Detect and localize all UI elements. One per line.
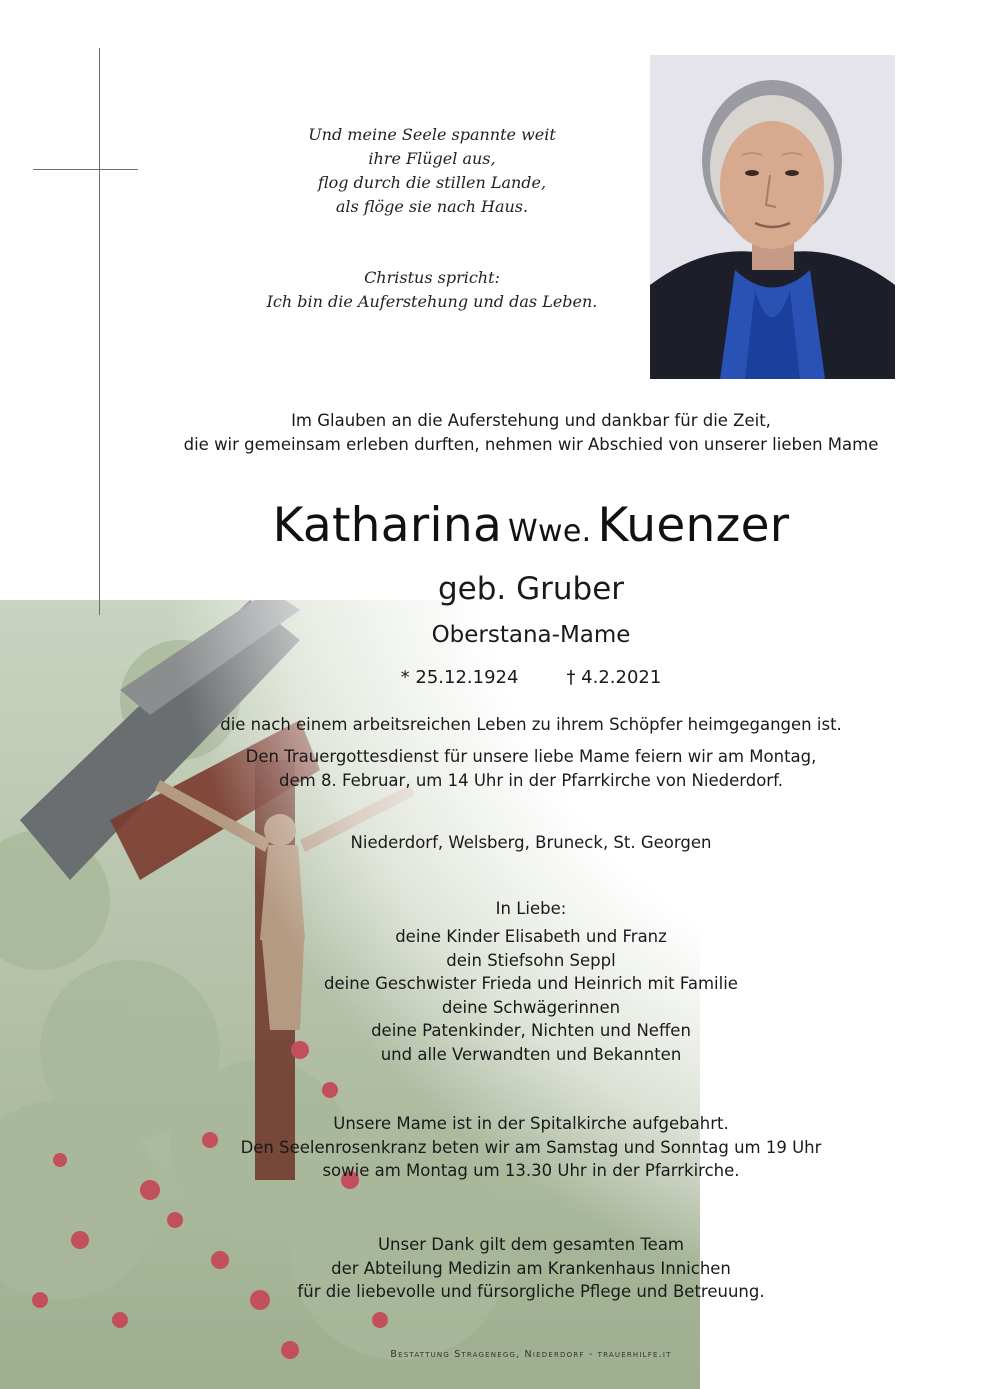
thanks-line: der Abteilung Medizin am Krankenhaus Innichen — [331, 1258, 731, 1278]
passing-text: die nach einem arbeitsreichen Leben zu ihrem Schöpfer heimgegangen ist. — [220, 715, 842, 734]
nickname: Oberstana-Mame — [431, 622, 631, 648]
mourner-item: deine Schwägerinnen — [441, 997, 621, 1017]
cross-horizontal-line — [33, 169, 138, 170]
quote-line: Ich bin die Auferstehung und das Leben. — [266, 292, 598, 311]
poem-verse — [232, 123, 632, 219]
life-dates — [100, 664, 962, 692]
mourner-item: deine Kinder Elisabeth und Franz — [395, 927, 667, 946]
funeral-home-footer: Bestattung Stragenegg, Niederdorf - trauerhilfe.it — [390, 1349, 672, 1360]
thanks-line: Unser Dank gilt dem gesamten Team — [377, 1235, 685, 1254]
mourner-item: deine Patenkinder, Nichten und Neffen — [371, 1021, 691, 1040]
death-date: † 4.2.2021 — [566, 667, 662, 688]
bible-quote — [232, 266, 632, 314]
arrangements-text — [100, 1112, 962, 1183]
arrangement-line: Den Seelenrosenkranz beten wir am Samstag und Sonntag um 19 Uhr — [240, 1137, 822, 1157]
places: Niederdorf, Welsberg, Bruneck, St. Georgen — [350, 833, 712, 852]
portrait-photo — [650, 55, 895, 379]
thanks-line: für die liebevolle und fürsorgliche Pflege und Betreuung. — [297, 1282, 765, 1301]
verse-line: ihre Flügel aus, — [368, 149, 496, 168]
mourners-list — [100, 925, 962, 1066]
widow-title: Wwe. — [508, 514, 592, 549]
love-heading: In Liebe: — [495, 899, 567, 918]
arrangement-line: Unsere Mame ist in der Spitalkirche aufgebahrt. — [333, 1114, 729, 1133]
deceased-name — [100, 496, 962, 562]
arrangement-line: sowie am Montag um 13.30 Uhr in der Pfarrkirche. — [322, 1161, 740, 1180]
service-line: dem 8. Februar, um 14 Uhr in der Pfarrkirche von Niederdorf. — [279, 770, 783, 790]
intro-line: die wir gemeinsam erleben durften, nehmen wir Abschied von unserer lieben Mame — [183, 435, 879, 454]
quote-line: Christus spricht: — [364, 268, 500, 287]
maiden-name: geb. Gruber — [437, 571, 625, 607]
verse-line: Und meine Seele spannte weit — [308, 125, 556, 144]
service-line: Den Trauergottesdienst für unsere liebe Mame feiern wir am Montag, — [245, 747, 817, 766]
verse-line: flog durch die stillen Lande, — [317, 173, 547, 192]
mourner-item: dein Stiefsohn Seppl — [446, 950, 616, 970]
birth-date: * 25.12.1924 — [400, 667, 519, 688]
intro-text — [100, 409, 962, 457]
last-name: Kuenzer — [597, 498, 790, 553]
intro-line: Im Glauben an die Auferstehung und dankbar für die Zeit, — [291, 411, 771, 430]
verse-line: als flöge sie nach Haus. — [335, 197, 529, 216]
mourner-item: deine Geschwister Frieda und Heinrich mit Familie — [324, 974, 738, 993]
first-name: Katharina — [272, 498, 503, 553]
mourner-item: und alle Verwandten und Bekannten — [380, 1044, 682, 1064]
funeral-service-text — [100, 745, 962, 792]
thanks-text — [100, 1233, 962, 1304]
